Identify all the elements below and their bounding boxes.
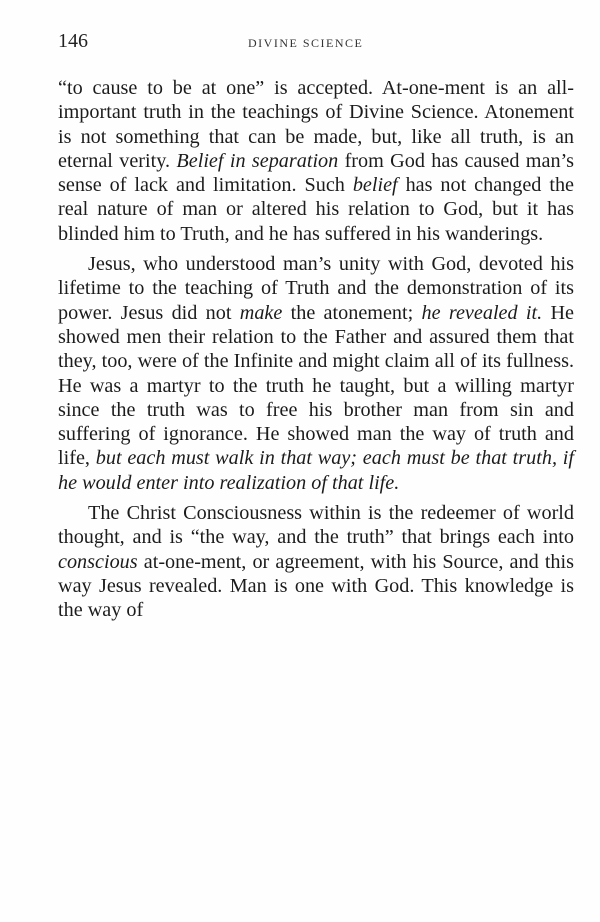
paragraph-segment-italic: but each must walk in that way; each must be that truth, if he would enter into realization of that life. [58, 447, 575, 494]
paragraph-segment-italic: conscious [58, 550, 138, 573]
paragraph-segment: from God has caused man’s sense of lack and limitation. Such [58, 149, 574, 197]
paragraph-segment-italic: make [239, 301, 283, 324]
paragraph-segment: has not changed the real nature of man or altered his relation to God, but it has blinded him to Truth, and he has suffered in his wanderings. [58, 174, 574, 245]
paragraph-1 [58, 76, 574, 246]
paragraph-segment: Jesus, who understood man’s unity with God, devoted his lifetime to the teaching of Truth and the demonstration of its power. Jesus did not [58, 253, 574, 324]
paragraph-segment: the atonement; [282, 301, 422, 324]
page-header [58, 28, 578, 58]
paragraph-segment-italic: belief [352, 174, 398, 197]
page-number: 146 [58, 30, 88, 52]
body-text [58, 76, 574, 623]
paragraph-segment: “to cause to be at one” is accepted. At-one-ment is an all-important truth in the teachings of Divine Science. Atonement is not something that can be made, but, like all truth, is an eternal verity. [58, 77, 574, 172]
paragraph-3 [58, 501, 574, 622]
paragraph-segment: He showed men their relation to the Father and assured them that they, too, were of the Infinite and might claim all of its fullness. He was a martyr to the truth he taught, but a willing martyr since the truth was to free his brother man from sin and suffering of ignorance. He showed man the way of truth and life, [58, 301, 574, 470]
paragraph-segment: The Christ Consciousness within is the redeemer of world thought, and is “the way, and the truth” that brings each into [58, 502, 574, 549]
running-head: DIVINE SCIENCE [248, 36, 364, 50]
paragraph-segment-italic: he revealed it. [421, 301, 543, 324]
paragraph-2 [58, 252, 574, 495]
paragraph-segment-italic: Belief in separation [176, 149, 339, 172]
paragraph-segment: at-one-ment, or agreement, with his Source, and this way Jesus revealed. Man is one with God. This knowledge is the way of [58, 550, 574, 622]
